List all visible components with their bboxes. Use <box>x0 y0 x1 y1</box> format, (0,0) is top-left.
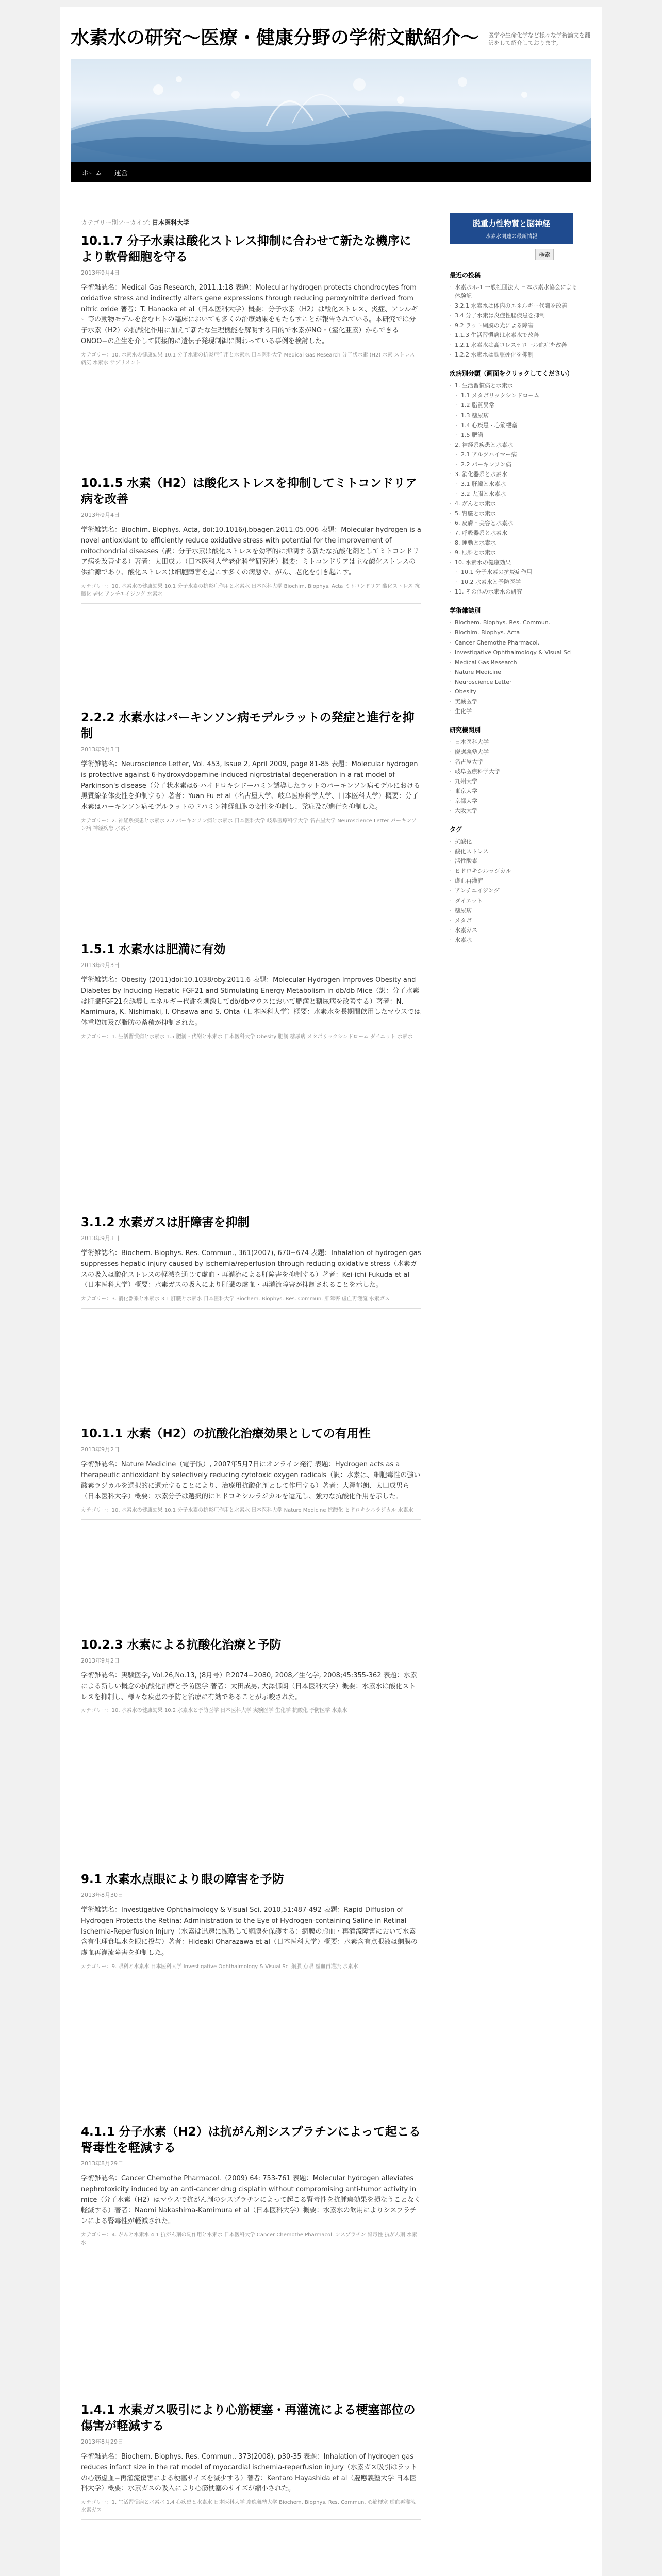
tag-link[interactable]: · 水素ガス <box>450 925 578 935</box>
sidebar <box>450 213 578 954</box>
header-banner <box>71 59 591 162</box>
post-meta[interactable]: カテゴリー：2. 神経系疾患と水素水 2.2 パーキンソン病と水素水 日本医科大学 岐阜医療科学大学 名古屋大学 Neuroscience Letter パーキンソン病 神経疾患 水素水 <box>81 817 421 838</box>
institution-link[interactable]: · 慶應義塾大学 <box>450 747 578 757</box>
categories-list <box>450 381 578 597</box>
journal-link[interactable]: · Cancer Chemothe Pharmacol. <box>450 638 578 648</box>
category-link[interactable]: · 10. 水素水の健康効果 <box>450 557 578 567</box>
category-link[interactable]: · 2.1 アルツハイマー病 <box>450 450 578 460</box>
search-input[interactable] <box>450 249 532 260</box>
institution-link[interactable]: · 東京大学 <box>450 786 578 796</box>
post-body: 学術雑誌名：Biochim. Biophys. Acta, doi:10.1016/j.bbagen.2011.05.006 表題：Molecular hydrogen is a novel antioxidant to efficiently reduce oxidative stress with potential for the improvement of mitochondrial diseases（訳：分子水素は酸化ストレスを効率的に抑制する新たな抗酸化剤としてミトコンドリア病を改善する）著者：太田成男（日本医科大学老化科学研究所）概要：ミトコンドリアは主な酸化ストレスの供給源であり、酸化ストレスは細胞障害を起こす多くの病態や、がん、老化を引き起こす。 <box>81 526 421 577</box>
journal-link[interactable]: · Neuroscience Letter <box>450 677 578 687</box>
recent-posts-list <box>450 282 578 360</box>
recent-post-link[interactable]: · 9.2 ラット網膜の光による障害 <box>450 320 578 330</box>
post-meta[interactable]: カテゴリー：10. 水素水の健康効果 10.1 分子水素の抗炎症作用と水素水 日本医科大学 Medical Gas Research 分子状水素 (H2) 水素 ストレス 病気 水素水 サプリメント <box>81 351 421 372</box>
post-date[interactable]: 2013年9月2日 <box>81 1657 120 1665</box>
institution-link[interactable]: · 京都大学 <box>450 796 578 806</box>
category-link[interactable]: · 3.1 肝臓と水素水 <box>450 479 578 489</box>
post <box>81 476 421 604</box>
institution-link[interactable]: · 名古屋大学 <box>450 757 578 767</box>
institution-link[interactable]: · 日本医科大学 <box>450 737 578 747</box>
post-body: 学術雑誌名：Investigative Ophthalmology & Visual Sci, 2010,51:487-492 表題：Rapid Diffusion of Hydrogen Protects the Retina: Administration to the Eye of Hydrogen-containing Saline in Retinal Ischemia-Reperfusion Injury（水素は迅速に拡散して網膜を保護する：網膜の虚血・再灌流障害において水素含有生理食塩水を眼に投与）著者：Hideaki Oharazawa et al（日本医科大学）概要：水素含有点眼液は網膜の虚血再灌流障害を抑制した。 <box>81 1906 418 1957</box>
category-link[interactable]: · 5. 腎臓と水素水 <box>450 509 578 518</box>
post-meta[interactable]: カテゴリー：1. 生活習慣病と水素水 1.5 肥満・代謝と水素水 日本医科大学 Obesity 肥満 糖尿病 メタボリックシンドローム ダイエット 水素水 <box>81 1033 421 1046</box>
sidebar-banner-ad[interactable] <box>450 213 573 244</box>
tag-link[interactable]: · 活性酸素 <box>450 856 578 866</box>
post-date[interactable]: 2013年9月4日 <box>81 512 120 519</box>
tag-link[interactable]: · 酸化ストレス <box>450 846 578 856</box>
post <box>81 1215 421 1309</box>
tag-link[interactable]: · ダイエット <box>450 896 578 906</box>
post-date[interactable]: 2013年8月29日 <box>81 2160 123 2167</box>
post-meta[interactable]: カテゴリー：10. 水素水の健康効果 10.1 分子水素の抗炎症作用と水素水 日本医科大学 Nature Medicine 抗酸化 ヒドロキシルラジカル 水素水 <box>81 1506 421 1520</box>
main-content <box>81 213 421 2514</box>
tag-link[interactable]: · 水素水 <box>450 935 578 945</box>
institution-link[interactable]: · 大阪大学 <box>450 806 578 816</box>
post <box>81 710 421 838</box>
tag-link[interactable]: · ヒドロキシルラジカル <box>450 866 578 876</box>
post-title[interactable]: 4.1.1 分子水素（H2）は抗がん剤シスプラチンによって起こる腎毒性を軽減する <box>81 2125 421 2155</box>
category-link[interactable]: · 1.3 糖尿病 <box>450 411 578 420</box>
journal-link[interactable]: · Nature Medicine <box>450 667 578 677</box>
journal-link[interactable]: · 実験医学 <box>450 697 578 706</box>
tags-widget <box>450 825 578 945</box>
post-date[interactable]: 2013年8月30日 <box>81 1892 123 1899</box>
post-date[interactable]: 2013年9月3日 <box>81 962 120 969</box>
page <box>60 7 602 2576</box>
institutions-widget <box>450 725 578 816</box>
post-title[interactable]: 10.1.1 水素（H2）の抗酸化治療効果としての有用性 <box>81 1427 371 1440</box>
post-body: 学術雑誌名：Neuroscience Letter, Vol. 453, Issue 2, April 2009, page 81-85 表題：Molecular hydrogen is protective against 6-hydroxydopamine-induced nigrostriatal degeneration in a rat model of Parkinson's disease（分子状水素は6-ハイドロキシドーパミン誘導したラットのパーキンソン病モデルにおける黒質線条体変性を抑制する）著者：Yuan Fu et al（名古屋大学、岐阜医療科学大学、日本医科大学）概要：分子水素はパーキンソン病モデルラットのドパミン神経細胞の変性を抑制し、発症及び進行を抑制した。 <box>81 760 420 811</box>
category-link[interactable]: · 6. 皮膚・美容と水素水 <box>450 518 578 528</box>
archive-label: カテゴリー別アーカイブ: <box>81 219 151 226</box>
category-link[interactable]: · 10.1 分子水素の抗炎症作用 <box>450 567 578 577</box>
post <box>81 2402 421 2520</box>
institution-link[interactable]: · 九州大学 <box>450 776 578 786</box>
post-title[interactable]: 10.1.7 分子水素は酸化ストレス抑制に合わせて新たな機序により軟骨細胞を守る <box>81 234 411 264</box>
post-title[interactable]: 9.1 水素水点眼により眼の障害を予防 <box>81 1873 284 1886</box>
post-date[interactable]: 2013年9月3日 <box>81 746 120 753</box>
post-body: 学術雑誌名：Medical Gas Research, 2011,1:18 表題：Molecular hydrogen protects chondrocytes from oxidative stress and indirectly alters gene expressions through reducing peroxynitrite derived from nitric oxide 著者：T. Hanaoka et al（日本医科大学）概要：分子水素（H2）は酸化ストレス、炎症、アレルギー等の動物モデルを含むヒトの臨床においても多くの治療効果をもたらすことが報告されている。本研究では分子水素（H2）の抗酸化作用に加えて新たな生理機能を解明する目的で水素がNO・（窒化亜素）からできるONOO−の産生を介して間接的に遺伝子発現制御に関わっている事例を検討した。 <box>81 284 418 346</box>
post-title[interactable]: 3.1.2 水素ガスは肝障害を抑制 <box>81 1216 250 1229</box>
post-meta[interactable]: カテゴリー：10. 水素水の健康効果 10.2 水素水と予防医学 日本医科大学 実験医学 生化学 抗酸化 予防医学 水素水 <box>81 1707 421 1720</box>
category-link[interactable]: · 1.2 脂質異常 <box>450 400 578 410</box>
post-title[interactable]: 2.2.2 水素水はパーキンソン病モデルラットの発症と進行を抑制 <box>81 711 415 741</box>
category-link[interactable]: · 1.1 メタボリックシンドローム <box>450 391 578 400</box>
post <box>81 942 421 1046</box>
journal-link[interactable]: · Medical Gas Research <box>450 657 578 667</box>
ad-title: 脱重力性物質と脳神経 <box>472 219 550 228</box>
recent-posts-widget <box>450 270 578 360</box>
widget-title: 最近の投稿 <box>450 272 481 279</box>
post-title[interactable]: 1.4.1 水素ガス吸引により心筋梗塞・再灌流による梗塞部位の傷害が軽減する <box>81 2403 416 2433</box>
recent-post-link[interactable]: · 3.4 分子水素は炎症性腸疾患を抑制 <box>450 311 578 320</box>
category-link[interactable]: · 11. その他の水素水の研究 <box>450 587 578 597</box>
post-date[interactable]: 2013年9月2日 <box>81 1446 120 1453</box>
nav-about[interactable]: 運営 <box>114 169 128 177</box>
journals-list <box>450 618 578 716</box>
main-nav <box>71 162 591 182</box>
journals-widget <box>450 606 578 716</box>
post-body: 学術雑誌名：Biochem. Biophys. Res. Commun., 361(2007), 670−674 表題：Inhalation of hydrogen gas suppresses hepatic injury caused by ischemia/reperfusion through reducing oxidative stress（水素ガスの吸入は酸化ストレスの軽減を通じて虚血・再灌流による肝障害を抑制する）著者：Kei-ichi Fukuda et al（日本医科大学）概要：水素ガスの吸入により肝臓の虚血・再灌流障害が抑制されることを示した。 <box>81 1249 421 1290</box>
recent-post-link[interactable]: · 1.2.2 水素水は動脈硬化を抑制 <box>450 350 578 360</box>
journal-link[interactable]: · 生化学 <box>450 706 578 716</box>
site-description: 医学や生命化学など様々な学術論文を翻訳をして紹介しております。 <box>488 32 590 47</box>
journal-link[interactable]: · Investigative Ophthalmology & Visual Sci <box>450 648 578 657</box>
nav-home[interactable]: ホーム <box>82 169 103 177</box>
post-date[interactable]: 2013年9月4日 <box>81 269 120 277</box>
tag-link[interactable]: · 糖尿病 <box>450 906 578 916</box>
category-link[interactable]: · 3.2 大腸と水素水 <box>450 489 578 499</box>
category-link[interactable]: · 1.5 肥満 <box>450 430 578 440</box>
journal-link[interactable]: · Biochim. Biophys. Acta <box>450 628 578 637</box>
post-date[interactable]: 2013年8月29日 <box>81 2438 123 2446</box>
post <box>81 1872 421 1976</box>
post-body: 学術雑誌名：Biochem. Biophys. Res. Commun., 373(2008), p30-35 表題：Inhalation of hydrogen gas reduces infarct size in the rat model of myocardial ischemia-reperfusion injury（水素ガス吸引はラットの心筋虚血−再灌流傷害による梗塞サイズを減少する）著者：Kentaro Hayashida et al（慶應義塾大学 日本医科大学）概要：水素ガスの吸入により心筋梗塞のサイズが縮小された。 <box>81 2453 418 2493</box>
search-form <box>450 249 578 260</box>
recent-post-link[interactable]: · 3.2.1 水素水は体内のエネルギー代謝を改善 <box>450 301 578 311</box>
site-title[interactable]: 水素水の研究〜医療・健康分野の学術文献紹介〜 <box>71 27 479 48</box>
widget-title: 学術雑誌別 <box>450 607 481 615</box>
category-link[interactable]: · 2. 神経系疾患と水素水 <box>450 440 578 450</box>
institution-link[interactable]: · 岐阜医療科学大学 <box>450 767 578 776</box>
journal-link[interactable]: · Obesity <box>450 687 578 697</box>
post-title[interactable]: 10.1.5 水素（H2）は酸化ストレスを抑制してミトコンドリア病を改善 <box>81 477 418 506</box>
widget-title: 研究機関別 <box>450 726 481 734</box>
post-body: 学術雑誌名：Nature Medicine（電子版）, 2007年5月7日にオンライン発行 表題：Hydrogen acts as a therapeutic antioxidant by selectively reducing cytotoxic oxygen radicals（訳：水素は、細胞毒性の強い酸素ラジカルを選択的に還元することにより、治療用抗酸化剤として作用する）著者：大澤郁朗、太田成男ら（日本医科大学）概要：水素分子は選択的にヒドロキシルラジカルを還元し、強力な抗酸化作用を示した。 <box>81 1461 421 1501</box>
category-link[interactable]: · 8. 運動と水素水 <box>450 538 578 548</box>
category-link[interactable]: · 10.2 水素水と予防医学 <box>450 577 578 587</box>
post <box>81 1426 421 1520</box>
post-meta[interactable]: カテゴリー：3. 消化器系と水素水 3.1 肝臓と水素水 日本医科大学 Biochem. Biophys. Res. Commun. 肝障害 虚血再灌流 水素ガス <box>81 1295 421 1309</box>
recent-post-link[interactable]: · 1.1.3 生活習慣病は水素水で改善 <box>450 330 578 340</box>
post-date[interactable]: 2013年9月3日 <box>81 1235 120 1242</box>
ad-subtitle: 水素水関連の最新情報 <box>486 234 537 240</box>
water-splash-image <box>71 59 591 162</box>
category-link[interactable]: · 4. がんと水素水 <box>450 499 578 509</box>
post-body: 学術雑誌名：Obesity (2011)doi:10.1038/oby.2011.6 表題：Molecular Hydrogen Improves Obesity and Diabetes by Inducing Hepatic FGF21 and Stimulating Energy Metabolism in db/db Mice（訳：分子水素は肝臓FGF21を誘導しエネルギー代謝を刺激してdb/dbマウスにおいて肥満と糖尿病を改善する）著者：N. Kamimura, K. Nishimaki, I. Ohsawa and S. Ohta（日本医科大学）概要：水素水を長期間飲用したマウスでは体重増加及び脂肪の蓄積が抑制された。 <box>81 976 421 1027</box>
category-link[interactable]: · 2.2 パーキンソン病 <box>450 460 578 469</box>
widget-title: 疾病別分類（画面をクリックしてください） <box>450 370 573 378</box>
post-title[interactable]: 1.5.1 水素水は肥満に有効 <box>81 943 226 956</box>
post <box>81 2124 421 2252</box>
tag-link[interactable]: · 虚血再灌流 <box>450 876 578 886</box>
category-link[interactable]: · 9. 眼科と水素水 <box>450 548 578 557</box>
categories-widget <box>450 369 578 597</box>
tag-link[interactable]: · アンチエイジング <box>450 886 578 895</box>
recent-post-link[interactable]: · 1.2.1 水素水は高コレステロール血症を改善 <box>450 340 578 350</box>
institutions-list <box>450 737 578 816</box>
post <box>81 1637 421 1720</box>
post-meta[interactable]: カテゴリー：10. 水素水の健康効果 10.1 分子水素の抗炎症作用と水素水 日本医科大学 Biochim. Biophys. Acta ミトコンドリア 酸化ストレス 抗酸化 老化 アンチエイジング 水素水 <box>81 583 421 604</box>
tag-link[interactable]: · メタボ <box>450 916 578 925</box>
archive-value: 日本医科大学 <box>152 219 190 226</box>
journal-link[interactable]: · Biochem. Biophys. Res. Commun. <box>450 618 578 628</box>
recent-post-link[interactable]: · 水素水ホ-1 一般社団法人 日本水素水協会による体験記 <box>450 282 578 301</box>
category-link[interactable]: · 3. 消化器系と水素水 <box>450 469 578 479</box>
widget-title: タグ <box>450 826 462 834</box>
search-button[interactable]: 検索 <box>535 249 554 260</box>
post-body: 学術雑誌名：Cancer Chemothe Pharmacol.（2009) 64: 753-761 表題：Molecular hydrogen alleviates nephrotoxicity induced by an anti-cancer drug cisplatin without compromising anti-tumor activity in mice（分子水素（H2）はマウスで抗がん剤のシスプラチンによって起こる腎毒性を抗腫瘍効果を損なうことなく軽減する）著者：Naomi Nakashima-Kamimura et al（日本医科大学）概要：水素水の飲用によりシスプラチンによる腎毒性が軽減された。 <box>81 2175 421 2226</box>
archive-title <box>81 218 421 227</box>
post-meta[interactable]: カテゴリー：1. 生活習慣病と水素水 1.4 心疾患と水素水 日本医科大学 慶應義塾大学 Biochem. Biophys. Res. Commun. 心筋梗塞 虚血再灌流 水素ガス <box>81 2499 421 2520</box>
tag-link[interactable]: · 抗酸化 <box>450 837 578 846</box>
tags-list <box>450 837 578 945</box>
post-meta[interactable]: カテゴリー：9. 眼科と水素水 日本医科大学 Investigative Ophthalmology & Visual Sci 網膜 点眼 虚血再灌流 水素水 <box>81 1963 421 1976</box>
post-body: 学術雑誌名：実験医学, Vol.26,No.13, (8月号）P.2074−2080, 2008／生化学, 2008;45:355-362 表題：水素による新しい概念の抗酸化治療と予防医学 著者：太田成男, 大澤郁朗（日本医科大学）概要：水素水は酸化ストレスを抑制し、様々な疾患の予防と治療に有効であることが示唆された。 <box>81 1672 417 1701</box>
post-meta[interactable]: カテゴリー：4. がんと水素水 4.1 抗がん剤の副作用と水素水 日本医科大学 Cancer Chemothe Pharmacol. シスプラチン 腎毒性 抗がん剤 水素水 <box>81 2231 421 2252</box>
category-link[interactable]: · 1.4 心疾患・心筋梗塞 <box>450 420 578 430</box>
category-link[interactable]: · 1. 生活習慣病と水素水 <box>450 381 578 391</box>
category-link[interactable]: · 7. 呼吸器系と水素水 <box>450 528 578 538</box>
post-title[interactable]: 10.2.3 水素による抗酸化治療と予防 <box>81 1638 282 1652</box>
post <box>81 233 421 372</box>
